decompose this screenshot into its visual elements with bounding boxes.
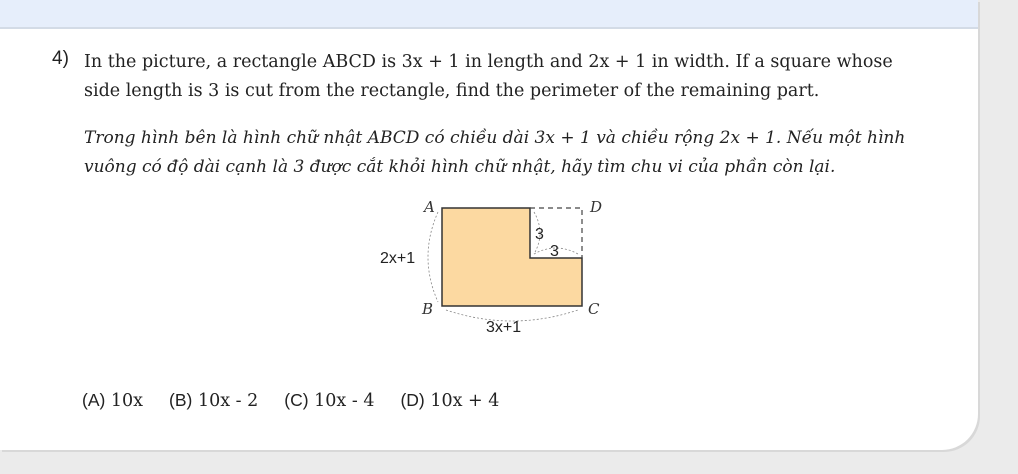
option-d[interactable]: (D) 10x + 4: [400, 390, 500, 411]
option-a[interactable]: (A) 10x: [82, 390, 144, 411]
width-arc: [428, 212, 438, 302]
vertex-label-c: C: [588, 300, 600, 318]
length-label: 3x+1: [486, 319, 522, 336]
width-label: 2x+1: [380, 250, 416, 267]
rectangle-figure: [370, 190, 630, 340]
question-number: 4): [52, 48, 69, 69]
answer-options: [82, 390, 499, 411]
remaining-region: [442, 208, 582, 306]
option-b[interactable]: (B) 10x - 2: [169, 390, 259, 411]
vertex-label-a: A: [424, 198, 435, 216]
question-text-vietnamese: Trong hình bên là hình chữ nhật ABCD có chiều dài 3x + 1 và chiều rộng 2x + 1. Nếu một hình vuông có độ dài cạnh là 3 được cắt khỏi hình chữ nhật, hãy tìm chu vi của phần còn lại.: [84, 128, 906, 177]
vertex-label-d: D: [590, 198, 603, 216]
question-text-english: In the picture, a rectangle ABCD is 3x + 1 in length and 2x + 1 in width. If a square whose side length is 3 is cut from the rectangle, find the perimeter of the remaining part.: [84, 52, 893, 101]
square-side-vertical-label: 3: [535, 226, 544, 243]
top-bar: [0, 0, 978, 29]
vertex-label-b: B: [422, 300, 434, 318]
square-side-horizontal-label: 3: [550, 243, 559, 260]
option-c[interactable]: (C) 10x - 4: [284, 390, 375, 411]
